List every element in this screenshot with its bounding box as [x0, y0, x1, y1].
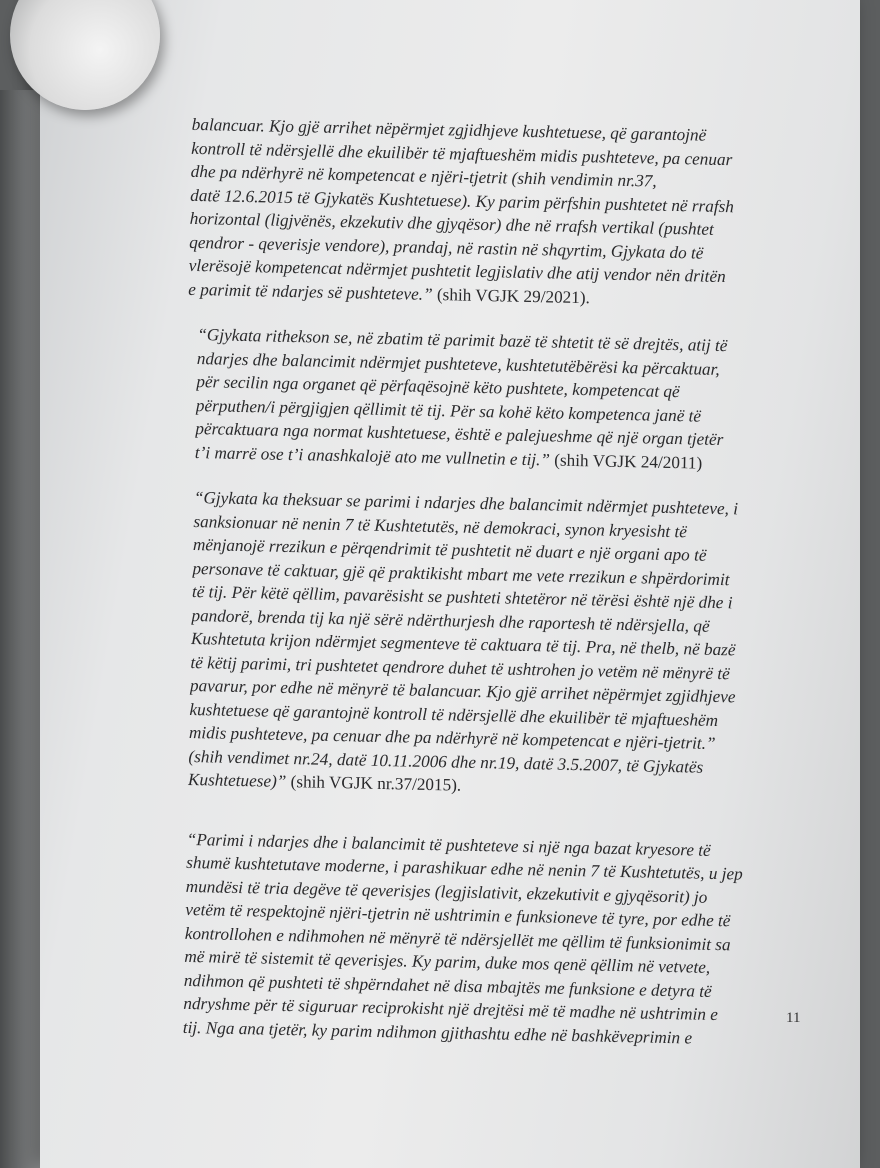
text-line: dhe pa ndërhyrë në kompetencat e njëri-tjetrit (shih vendimin nr.37, [190, 161, 657, 191]
text-line: datë 12.6.2015 të Gjykatës Kushtetuese). Ky parim përfshin pushtetet në rrafsh [190, 185, 735, 216]
text-line: ndarjes dhe balancimit ndërmjet pushteteve, kushtetutëbërësi ka përcaktuar, [196, 348, 720, 379]
quote-text: e parimit të ndarjes së pushteteve.” [188, 279, 433, 304]
text-line: të tij. Për këtë qëllim, pavarësisht se pushteti shtetëror në tërësi është një dhe i [191, 581, 733, 613]
text-line: sanksionuar në nenin 7 të Kushtetutës, në demokraci, synon kryesisht të [193, 511, 688, 541]
text-line: personave të caktuar, gjë që praktikisht mbart me vete rrezikun e shpërdorimit [192, 558, 730, 589]
text-line: ndryshme për të siguruar reciprokisht një drejtësi më të madhe në ushtrimin e [183, 993, 719, 1025]
document-page [40, 0, 860, 1168]
text-line: mundësi të tria degëve të qeverisjes (legjislativit, ekzekutivit e gjyqësorit) jo [185, 876, 708, 907]
text-line: shumë kushtetutave moderne, i parashikuar edhe në nenin 7 të Kushtetutës, u jep [186, 852, 743, 884]
text-line: mënjanojë rrezikun e përqendrimit të pushtetit në duart e një organi apo të [192, 534, 707, 565]
quote-text: Kushtetuese)” [187, 769, 287, 792]
background-fold [0, 90, 40, 1168]
text-line: ndihmon që pushteti të shpërndahet në disa mbajtës me funksione e detyra të [183, 970, 712, 1001]
text-line: balancuar. Kjo gjë arrihet nëpërmjet zgjidhjeve kushtetuese, që garantojnë [191, 114, 707, 145]
text-line: “Gjykata ka theksuar se parimi i ndarjes dhe balancimit ndërmjet pushteteve, i [193, 488, 739, 519]
quote-text: t’i marrë ose t’i anashkalojë ato me vullnetin e tij.” [194, 442, 551, 469]
page-number: 11 [786, 1010, 801, 1026]
text-line: kontrollohen e ndihmohen në mënyrë të ndërsjellët me qëllim të funksionimit sa [184, 923, 731, 954]
text-line: qendror - qeverisje vendore), prandaj, në rastin në shqyrtim, Gjykata do të [189, 232, 704, 263]
text-line: të këtij parimi, tri pushtetet qendrore duhet të ushtrohen jo vetëm në mënyrë të [190, 652, 730, 683]
text-line: horizontal (ligjvënës, ekzekutiv dhe gjyqësor) dhe në rrafsh vertikal (pushtet [189, 208, 714, 239]
text-line: kushtetuese që garantojnë kontroll të ndërsjellë dhe ekuilibër të mjaftueshëm [189, 699, 719, 730]
text-line: midis pushteteve, pa cenuar dhe pa ndërhyrë në kompetencat e njëri-tjetrit.” [188, 722, 716, 753]
document-body [130, 112, 810, 1074]
text-line: vlerësojë kompetencat ndërmjet pushtetit legjislativ dhe atij vendor nën dritën [188, 255, 726, 287]
text-line: pandorë, brenda tij ka një sërë ndërthurjesh dhe raportesh të ndërsjella, që [191, 605, 710, 636]
text-line: vetëm të respektojnë njëri-tjetrin në ushtrimin e funksioneve të tyre, por edhe të [185, 899, 731, 931]
paragraph-1 [188, 113, 810, 314]
text-line: pavarur, por edhe në mënyrë të balancuar. Kjo gjë arrihet nëpërmjet zgjidhjeve [189, 675, 736, 707]
text-line: Kushtetuta krijon ndërmjet segmenteve të caktuara të tij. Pra, në thelb, në bazë [190, 628, 736, 660]
text-line: më mirë të sistemit të qeverisjes. Ky parim, duke mos qenë qëllim në vetvete, [184, 946, 711, 977]
citation-reference: (shih VGJK 24/2011) [549, 449, 703, 473]
paragraph-4 [183, 827, 795, 1051]
text-line: përcaktuara nga normat kushtetuese, është e palejueshme që një organ tjetër [195, 419, 724, 450]
citation-reference: (shih VGJK nr.37/2015). [286, 772, 462, 795]
paragraph-3 [188, 486, 802, 804]
paragraph-2 [195, 323, 806, 477]
text-line: përputhen/i përgjigjen qëllimit të tij. Për sa kohë këto kompetenca janë të [195, 395, 702, 426]
text-line: “Gjykata rithekson se, në zbatim të parimit bazë të shtetit të së drejtës, atij të [197, 325, 728, 356]
text-line: (shih vendimet nr.24, datë 10.11.2006 dhe nr.19, datë 3.5.2007, të Gjykatës [188, 746, 704, 777]
text-line: kontroll të ndërsjellë dhe ekuilibër të mjaftueshëm midis pushteteve, pa cenuar [191, 138, 733, 169]
text-line: për secilin nga organet që përfaqësojnë këto pushtete, kompetencat që [196, 372, 680, 402]
text-line: “Parimi i ndarjes dhe i balancimit të pushteteve si një nga bazat kryesore të [186, 829, 711, 860]
text-line: tij. Nga ana tjetër, ky parim ndihmon gjithashtu edhe në bashkëveprimin e [182, 1017, 693, 1048]
citation-reference: (shih VGJK 29/2021). [432, 284, 591, 307]
